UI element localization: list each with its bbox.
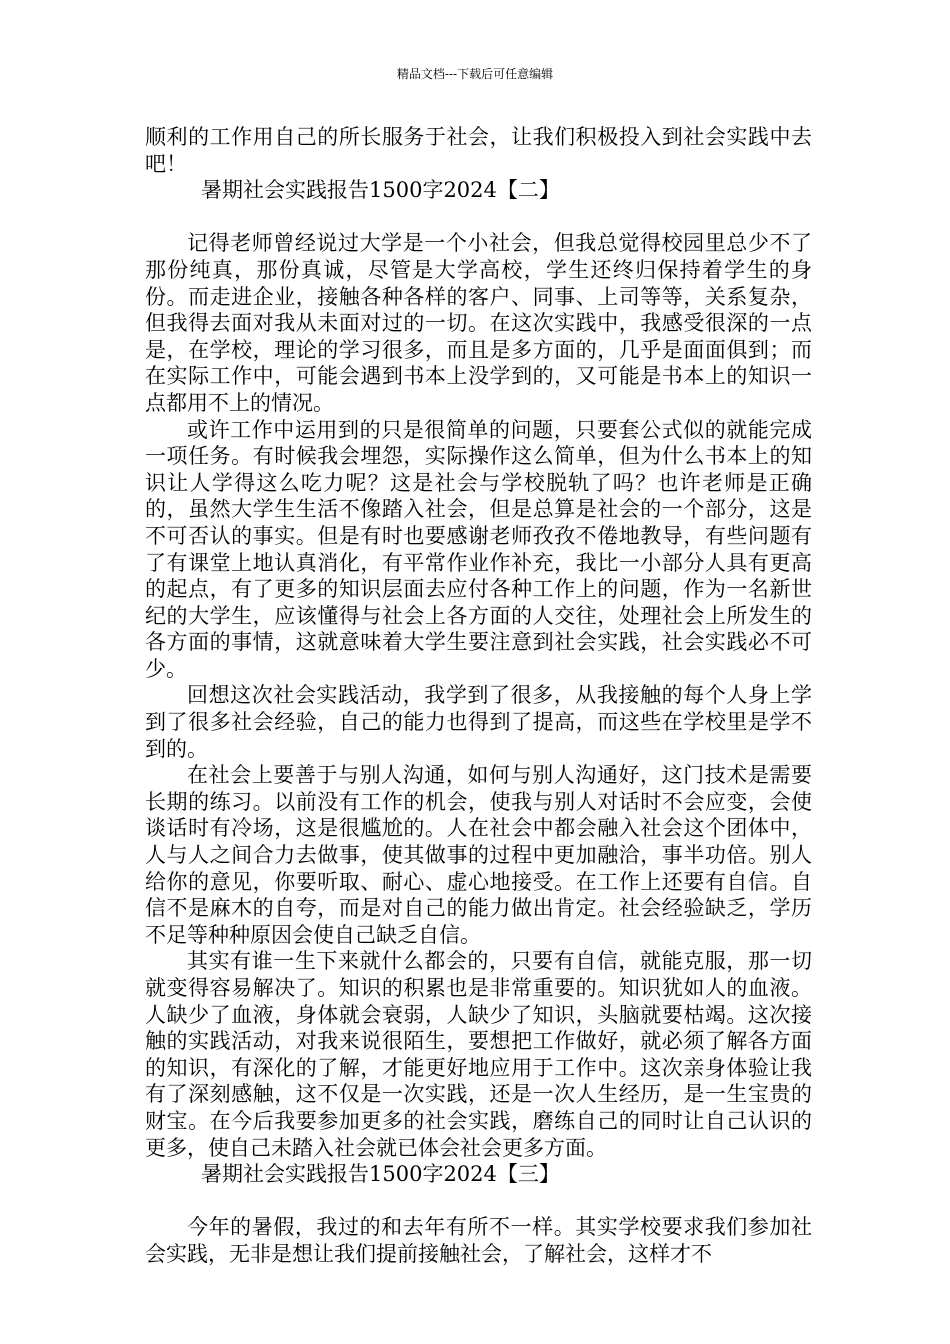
document-body xyxy=(145,124,812,1268)
paragraph: 其实有谁一生下来就什么都会的，只要有自信，就能克服，那一切就变得容易解决了。知识的积累也是非常重要的。知识犹如人的血液。人缺少了血液，身体就会衰弱，人缺少了知识，头脑就要枯竭。这次接触的实践活动，对我来说很陌生，要想把工作做好，就必须了解各方面的知识，有深化的了解，才能更好地应用于工作中。这次亲身体验让我有了深刻感触，这不仅是一次实践，还是一次人生经历，是一生宝贵的财宝。在今后我要参加更多的社会实践，磨练自己的同时让自己认识的更多，使自己未踏入社会就已体会社会更多方面。 xyxy=(145,949,812,1160)
paragraph-continuation: 顺利的工作用自己的所长服务于社会，让我们积极投入到社会实践中去吧！ xyxy=(145,125,812,176)
section-heading-3: 暑期社会实践报告1500字2024【三】 xyxy=(201,1162,560,1187)
paragraph: 今年的暑假，我过的和去年有所不一样。其实学校要求我们参加社会实践，无非是想让我们提前接触社会，了解社会，这样才不 xyxy=(145,1215,812,1266)
heading-spacer xyxy=(145,1188,812,1215)
heading-spacer xyxy=(145,204,812,231)
paragraph: 回想这次社会实践活动，我学到了很多，从我接触的每个人身上学到了很多社会经验，自己的能力也得到了提高，而这些在学校里是学不到的。 xyxy=(145,683,812,761)
paragraph: 在社会上要善于与别人沟通，如何与别人沟通好，这门技术是需要长期的练习。以前没有工作的机会，使我与别人对话时不会应变，会使谈话时有冷场，这是很尴尬的。人在社会中都会融入社会这个团体中，人与人之间合力去做事，使其做事的过程中更加融洽，事半功倍。别人给你的意见，你要听取、耐心、虚心地接受。在工作上还要有自信。自信不是麻木的自夸，而是对自己的能力做出肯定。社会经验缺乏，学历不足等种种原因会使自己缺乏自信。 xyxy=(145,763,812,947)
paragraph: 或许工作中运用到的只是很简单的问题，只要套公式似的就能完成一项任务。有时候我会埋怨，实际操作这么简单，但为什么书本上的知识让人学得这么吃力呢？这是社会与学校脱轨了吗？也许老师是正确的，虽然大学生生活不像踏入社会，但是总算是社会的一个部分，这是不可否认的事实。但是有时也要感谢老师孜孜不倦地教导，有些问题有了有课堂上地认真消化，有平常作业作补充，我比一小部分人具有更高的起点，有了更多的知识层面去应付各种工作上的问题，作为一名新世纪的大学生，应该懂得与社会上各方面的人交往，处理社会上所发生的各方面的事情，这就意味着大学生要注意到社会实践，社会实践必不可少。 xyxy=(145,417,812,681)
page-header: 精品文档---下载后可任意编辑 xyxy=(396,67,554,81)
paragraph: 记得老师曾经说过大学是一个小社会，但我总觉得校园里总少不了那份纯真，那份真诚，尽管是大学高校，学生还终归保持着学生的身份。而走进企业，接触各种各样的客户、同事、上司等等，关系复杂，但我得去面对我从未面对过的一切。在这次实践中，我感受很深的一点是，在学校，理论的学习很多，而且是多方面的，几乎是面面俱到；而在实际工作中，可能会遇到书本上没学到的，又可能是书本上的知识一点都用不上的情况。 xyxy=(145,231,812,415)
section-heading-2: 暑期社会实践报告1500字2024【二】 xyxy=(201,178,560,203)
